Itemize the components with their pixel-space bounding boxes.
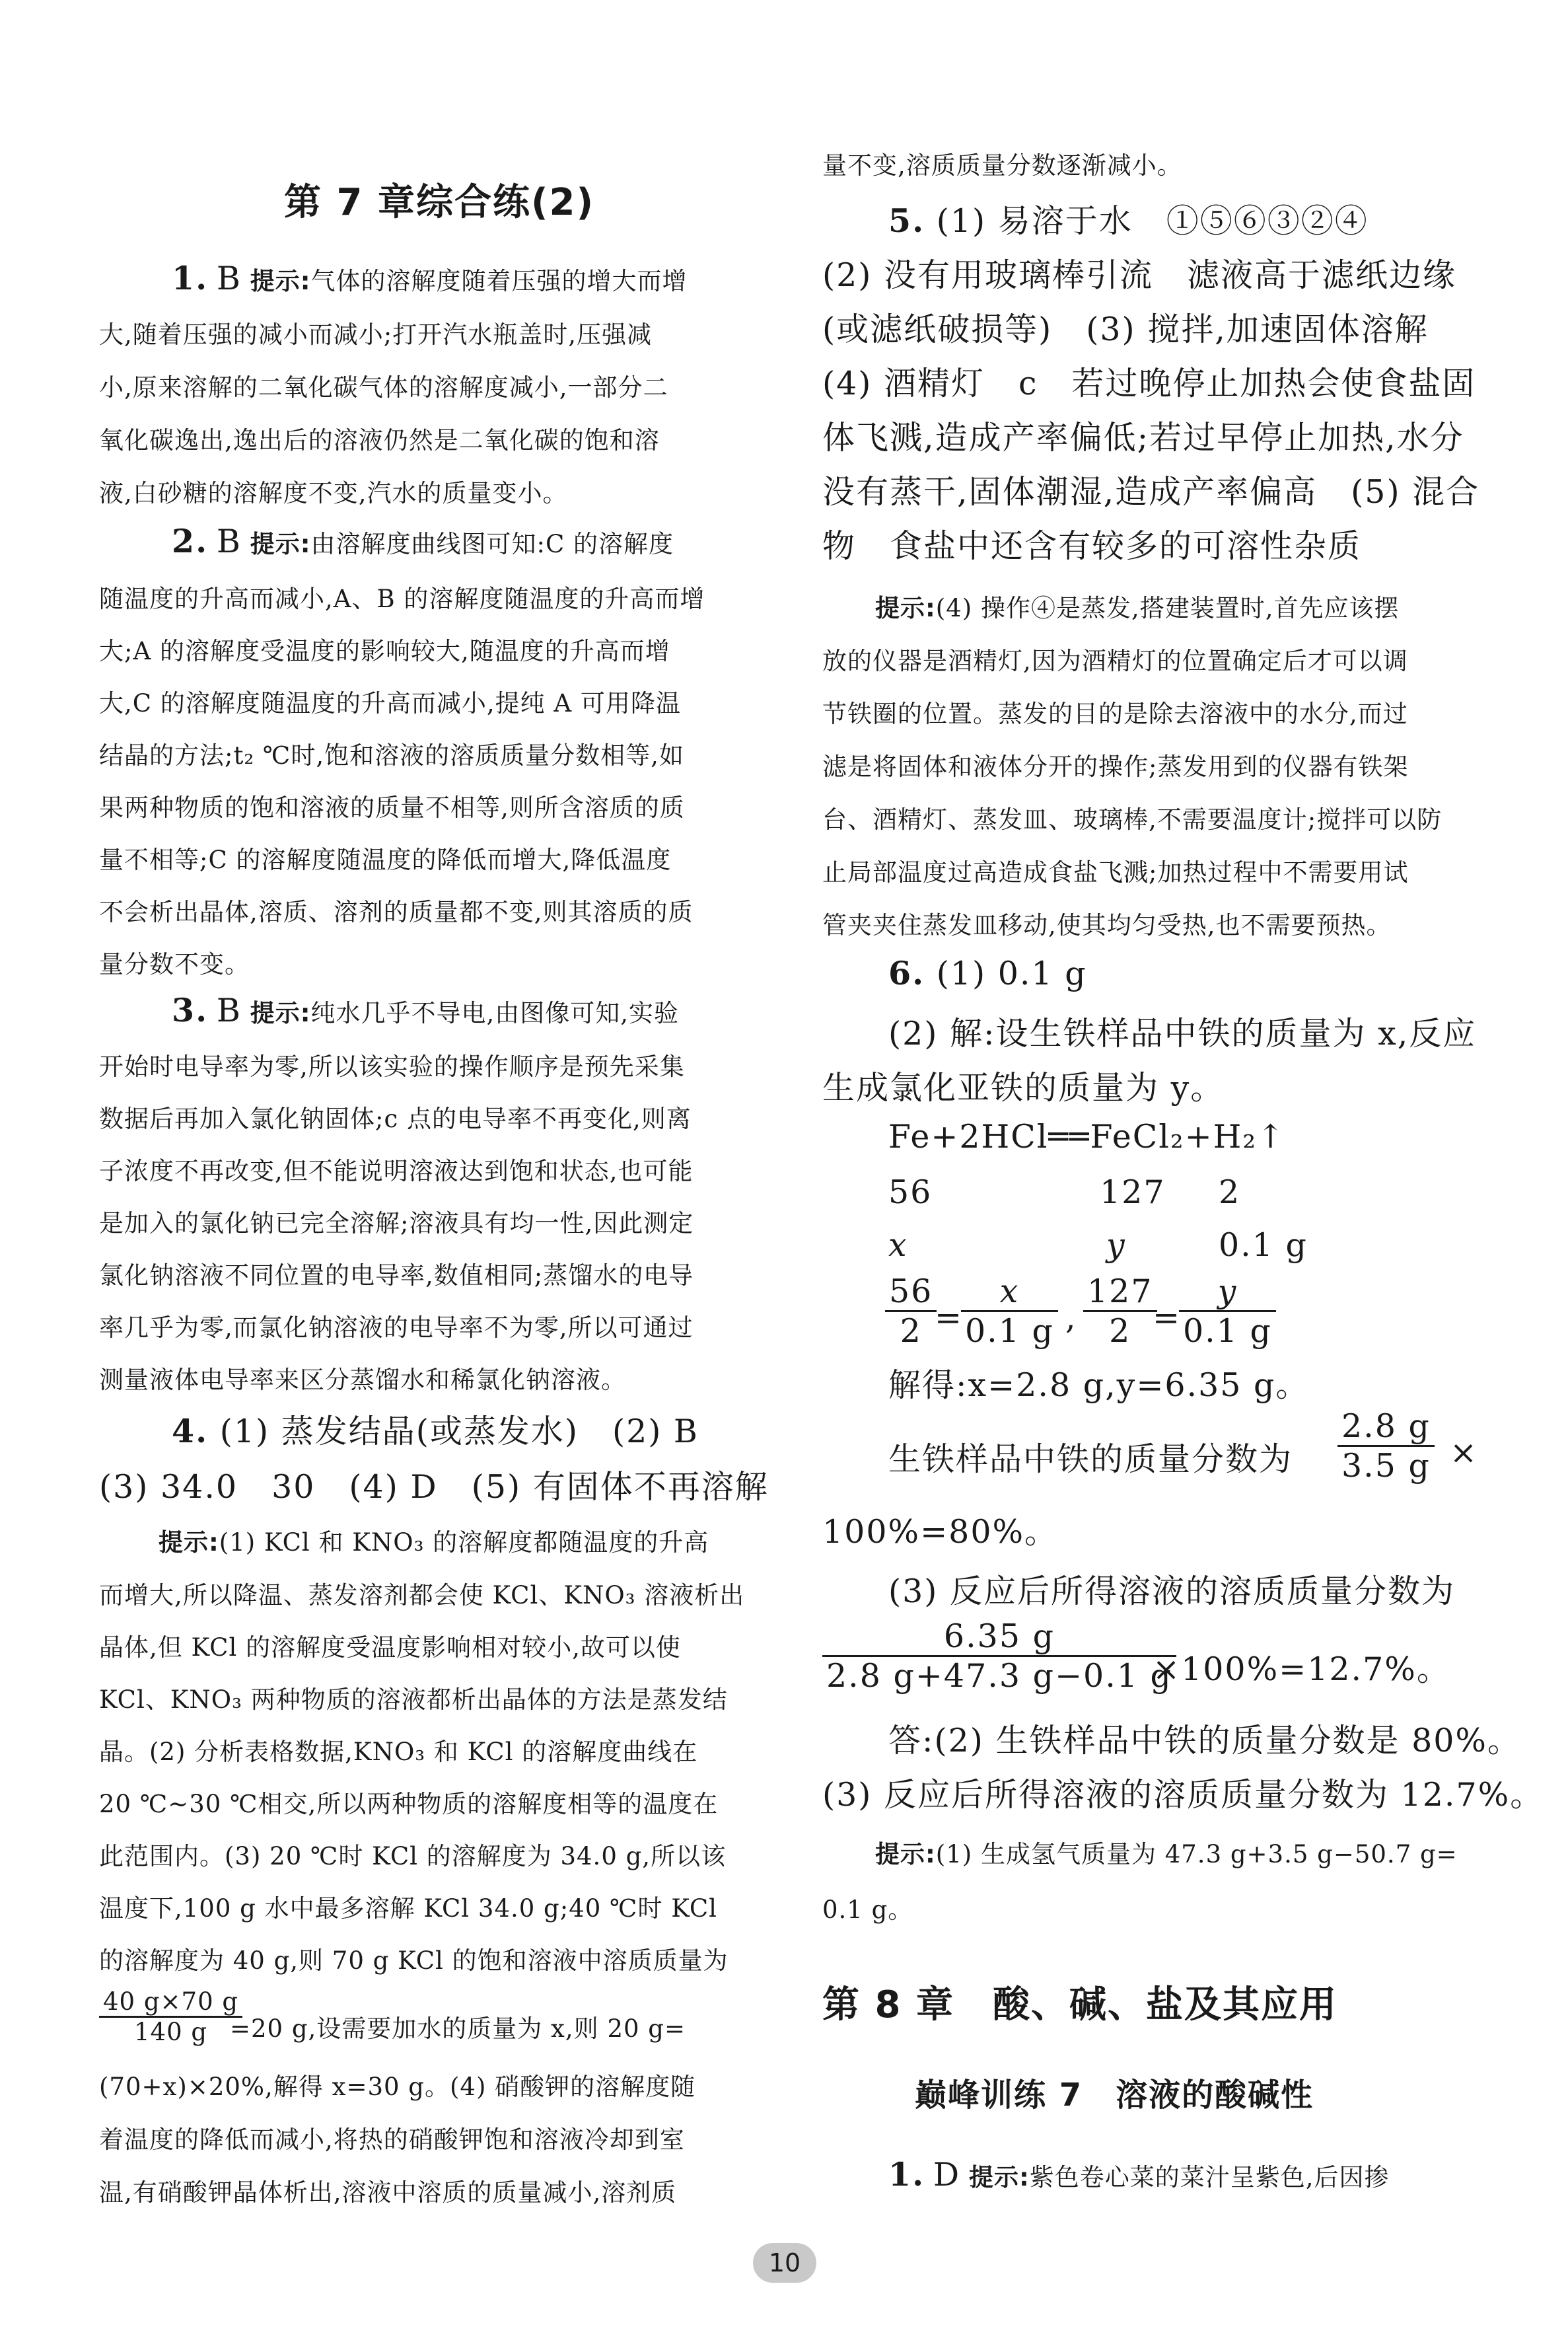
q1-line: 液,白砂糖的溶解度不变,汽水的质量变小。 [99, 479, 568, 507]
q3-line: 率几乎为零,而氯化钠溶液的电导率不为零,所以可通过 [99, 1313, 694, 1342]
q1-line: 大,随着压强的减小而减小;打开汽水瓶盖时,压强减 [99, 320, 652, 349]
proportion-fraction: $\frac{56}{2}$ [885, 1273, 937, 1350]
mass-fraction-text: 生铁样品中铁的质量分数为 [888, 1440, 1293, 1478]
mass-fraction: $\frac{2.8 g}{3.5 g}$ [1337, 1407, 1435, 1485]
q2-line: 随温度的升高而减小,A、B 的溶解度随温度的升高而增 [99, 585, 705, 613]
chemical-equation: Fe+2HCl══FeCl₂+H₂↑ [888, 1118, 1286, 1156]
q4-fraction: $\frac{40 g\times 70 g}{140 g}$ [99, 1987, 242, 2046]
proportion-fraction: $\frac{127}{2}$ [1083, 1273, 1157, 1350]
equals-sign: = [1153, 1299, 1182, 1337]
ch8-q1-line: 1. D 提示:紫色卷心菜的菜汁呈紫色,后因掺 [888, 2155, 1390, 2194]
q5-line: 物 食盐中还含有较多的可溶性杂质 [822, 527, 1362, 565]
q5-line: (或滤纸破损等) (3) 搅拌,加速固体溶解 [822, 311, 1429, 348]
q3-line: 测量液体电导率来区分蒸馏水和稀氯化钠溶液。 [99, 1366, 626, 1394]
page-number: 10 [753, 2243, 816, 2283]
q4-hint-line: 的溶解度为 40 g,则 70 g KCl 的饱和溶液中溶质质量为 [99, 1946, 729, 1975]
q3-line: 开始时电导率为零,所以该实验的操作顺序是预先采集 [99, 1052, 685, 1081]
q4-hint-line: (70+x)×20%,解得 x=30 g。(4) 硝酸钾的溶解度随 [99, 2073, 696, 2101]
q6-part3: (3) 反应后所得溶液的溶质质量分数为 [888, 1572, 1455, 1610]
q6-part1: 6. (1) 0.1 g [888, 954, 1087, 992]
q4-answer-line1: 4. (1) 蒸发结晶(或蒸发水) (2) B [172, 1412, 699, 1450]
ratio-row2-h2: 0.1 g [1219, 1226, 1308, 1264]
q3-line: 数据后再加入氯化钠固体;c 点的电导率不再变化,则离 [99, 1105, 692, 1133]
q4-hint-line: 晶体,但 KCl 的溶解度受温度影响相对较小,故可以使 [99, 1633, 681, 1662]
q1-line: 小,原来溶解的二氧化碳气体的溶解度减小,一部分二 [99, 373, 668, 402]
q3-first-line: 3. B 提示:纯水几乎不导电,由图像可知,实验 [172, 991, 680, 1029]
q5-line: 体飞溅,造成产率偏低;若过早停止加热,水分 [822, 419, 1464, 457]
q2-line: 量分数不变。 [99, 950, 250, 978]
q6-hint-line: 0.1 g。 [822, 1896, 913, 1924]
q4-hint-line: 此范围内。(3) 20 ℃时 KCl 的溶解度为 34.0 g,所以该 [99, 1842, 727, 1870]
q2-line: 不会析出晶体,溶质、溶剂的质量都不变,则其溶质的质 [99, 898, 694, 926]
q4-hint-line: 着温度的降低而减小,将热的硝酸钾饱和溶液冷却到室 [99, 2125, 685, 2154]
q6-part2-line2: 生成氯化亚铁的质量为 y。 [822, 1069, 1225, 1107]
ratio-row1-fecl2: 127 [1100, 1173, 1166, 1211]
answer-line2: (3) 反应后所得溶液的溶质质量分数为 12.7%。 [822, 1776, 1544, 1814]
q3-line: 是加入的氯化钠已完全溶解;溶液具有均一性,因此测定 [99, 1209, 694, 1237]
ratio-row2-y: y [1106, 1226, 1126, 1264]
proportion-fraction: $\frac{x}{0.1 g}$ [961, 1273, 1058, 1350]
ratio-row2-x: x [888, 1226, 908, 1264]
q5-hint-line: 放的仪器是酒精灯,因为酒精灯的位置确定后才可以调 [822, 647, 1408, 675]
q2-line: 果两种物质的饱和溶液的质量不相等,则所含溶质的质 [99, 793, 685, 822]
q1-first-line: 1. B 提示:气体的溶解度随着压强的增大而增 [172, 259, 688, 297]
solute-fraction: $\frac{6.35 g}{2.8 g+47.3 g-0.1 g}$ [822, 1617, 1176, 1695]
q2-line: 大,C 的溶解度随温度的升高而减小,提纯 A 可用降温 [99, 689, 681, 718]
section-title: 巅峰训练 7 溶液的酸碱性 [915, 2077, 1314, 2114]
q5-line: (4) 酒精灯 c 若过晚停止加热会使食盐固 [822, 365, 1476, 402]
q5-line: 没有蒸干,固体潮湿,造成产率偏高 (5) 混合 [822, 473, 1480, 511]
q2-line: 大;A 的溶解度受温度的影响较大,随温度的升高而增 [99, 637, 670, 665]
q4-hint-line: 而增大,所以降温、蒸发溶剂都会使 KCl、KNO₃ 溶液析出 [99, 1581, 745, 1609]
solve-result: 解得:x=2.8 g,y=6.35 g。 [888, 1366, 1310, 1404]
q5-hint-line: 止局部温度过高造成食盐飞溅;加热过程中不需要用试 [822, 858, 1409, 887]
q5-hint-first-line: 提示:(4) 操作④是蒸发,搭建装置时,首先应该摆 [875, 594, 1400, 622]
q4-hint-line: 温,有硝酸钾晶体析出,溶液中溶质的质量减小,溶剂质 [99, 2178, 677, 2207]
chapter7-title: 第 7 章综合练(2) [284, 181, 595, 224]
comma: , [1065, 1299, 1077, 1337]
proportion-fraction: $\frac{y}{0.1 g}$ [1179, 1273, 1276, 1350]
answer-line1: 答:(2) 生铁样品中铁的质量分数是 80%。 [888, 1722, 1521, 1759]
q3-line: 子浓度不再改变,但不能说明溶液达到饱和状态,也可能 [99, 1157, 694, 1185]
q1-line: 氧化碳逸出,逸出后的溶液仍然是二氧化碳的饱和溶 [99, 426, 660, 455]
ratio-row1-h2: 2 [1219, 1173, 1241, 1211]
q5-line: 5. (1) 易溶于水 ①⑤⑥③②④ [888, 202, 1369, 240]
q5-hint-line: 滤是将固体和液体分开的操作;蒸发用到的仪器有铁架 [822, 753, 1409, 781]
q2-first-line: 2. B 提示:由溶解度曲线图可知:C 的溶解度 [172, 522, 674, 560]
times-sign: × [1450, 1434, 1479, 1471]
q5-line: (2) 没有用玻璃棒引流 滤液高于滤纸边缘 [822, 256, 1456, 294]
q4-fraction-after: =20 g,设需要加水的质量为 x,则 20 g= [230, 2014, 686, 2043]
q4-hint-line: KCl、KNO₃ 两种物质的溶液都析出晶体的方法是蒸发结 [99, 1685, 728, 1714]
q6-hint-first-line: 提示:(1) 生成氢气质量为 47.3 g+3.5 g−50.7 g= [875, 1840, 1458, 1868]
ratio-row1-fe: 56 [888, 1173, 933, 1211]
equals-sign: = [935, 1299, 964, 1337]
q6-part2-line1: (2) 解:设生铁样品中铁的质量为 x,反应 [888, 1015, 1477, 1052]
mass-fraction-result: 100%=80%。 [822, 1513, 1059, 1551]
q4-answer-line2: (3) 34.0 30 (4) D (5) 有固体不再溶解 [99, 1468, 769, 1506]
q4-hint-line: 晶。(2) 分析表格数据,KNO₃ 和 KCl 的溶解度曲线在 [99, 1738, 698, 1766]
q2-line: 结晶的方法;t₂ ℃时,饱和溶液的溶质质量分数相等,如 [99, 741, 684, 770]
q4-hint-first-line: 提示:(1) KCl 和 KNO₃ 的溶解度都随温度的升高 [159, 1528, 709, 1557]
q5-hint-line: 节铁圈的位置。蒸发的目的是除去溶液中的水分,而过 [822, 700, 1408, 728]
q4-hint-line: 温度下,100 g 水中最多溶解 KCl 34.0 g;40 ℃时 KCl [99, 1894, 717, 1923]
q5-hint-line: 管夹夹住蒸发皿移动,使其均匀受热,也不需要预热。 [822, 911, 1392, 940]
q2-line: 量不相等;C 的溶解度随温度的降低而增大,降低温度 [99, 846, 672, 874]
q5-hint-line: 台、酒精灯、蒸发皿、玻璃棒,不需要温度计;搅拌可以防 [822, 805, 1443, 834]
q4-hint-line: 20 ℃~30 ℃相交,所以两种物质的溶解度相等的温度在 [99, 1790, 719, 1818]
chapter8-title: 第 8 章 酸、碱、盐及其应用 [822, 1983, 1337, 2026]
solute-fraction-after: ×100%=12.7%。 [1153, 1650, 1450, 1688]
q3-line: 氯化钠溶液不同位置的电导率,数值相同;蒸馏水的电导 [99, 1261, 694, 1290]
continued-line: 量不变,溶质质量分数逐渐减小。 [822, 151, 1182, 180]
